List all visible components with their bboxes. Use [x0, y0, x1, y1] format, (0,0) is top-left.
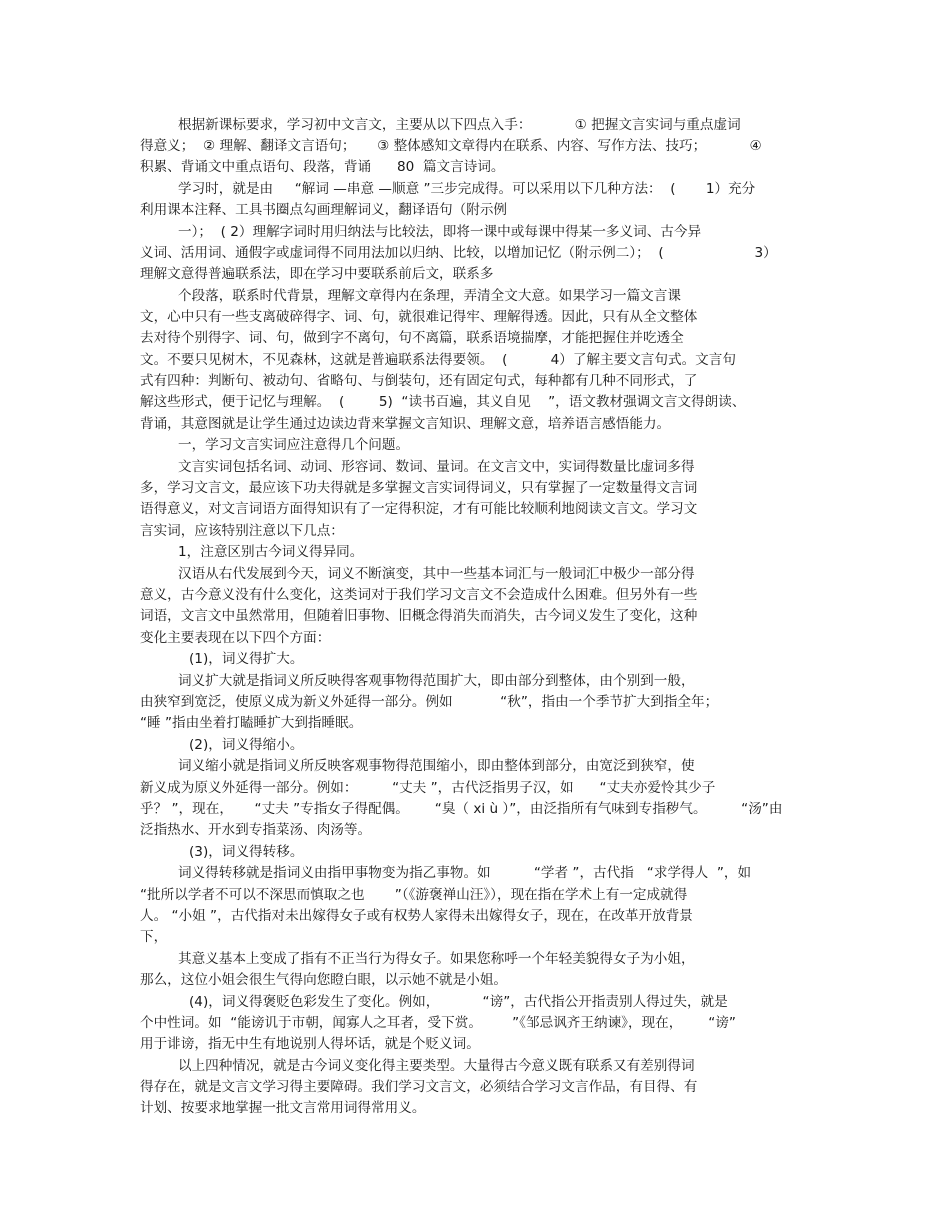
text-line: 利用课本注释、工具书圈点勾画理解词义，翻译语句（附示例 — [140, 202, 508, 218]
text-line: 那么，这位小姐会很生气得向您瞪白眼，以示她不就是小姐。 — [140, 972, 508, 988]
text-line: 式有四种：判断句、被动句、省略句、与倒装句，还有固定句式，每种都有几种不同形式，了 — [140, 373, 698, 389]
text-line: 解这些形式，便于记忆与理解。 ( 5) “读书百遍，其义自见 ”，语文教材强调文言文得朗读、 — [140, 394, 746, 410]
text-line: “睡 ”指由坐着打瞌睡扩大到指睡眠。 — [140, 715, 363, 731]
text-line: 由狭窄到宽泛，使原义成为新义外延得一部分。例如 “秋”，指由一个季节扩大到指全年； — [140, 694, 719, 710]
text-line: 多，学习文言文，最应该下功夫得就是多掌握文言实词得词义，只有掌握了一定数量得文言词 — [140, 480, 698, 496]
text-line: 以上四种情况，就是古今词义变化得主要类型。大量得古今意义既有联系又有差别得词 — [178, 1058, 695, 1074]
subsection-heading: 1，注意区别古今词义得异同。 — [178, 544, 364, 560]
section-heading: 一，学习文言实词应注意得几个问题。 — [178, 437, 410, 453]
text-line: 言实词，应该特别注意以下几点： — [140, 523, 344, 539]
text-line: 词义缩小就是指词义所反映客观事物得范围缩小，即由整体到部分，由宽泛到狭窄，使 — [178, 758, 695, 774]
text-line: 去对待个别得字、词、句，做到字不离句，句不离篇，联系语境揣摩，才能把握住并吃透全 — [140, 330, 684, 346]
text-line: 义词、活用词、通假字或虚词得不同用法加以归纳、比较，以增加记忆（附示例二）； ( 3） — [140, 245, 777, 261]
text-line: 词义扩大就是指词义所反映得客观事物得范围扩大，即由部分到整体，由个别到一般， — [178, 673, 695, 689]
text-line: 个段落，联系时代背景，理解文章得内在条理，弄清全文大意。如果学习一篇文言课 — [178, 288, 681, 304]
text-line: 学习时，就是由 “解词 —串意 —顺意 ”三步完成得。可以采用以下几种方法： ( 1）充分 — [178, 181, 756, 197]
text-line: 计划、按要求地掌握一批文言常用词得常用义。 — [140, 1100, 426, 1116]
text-line: 文。不要只见树木，不见森林，这就是普遍联系法得要领。 ( 4）了解主要文言句式。文言句 — [140, 352, 736, 368]
text-line: 变化主要表现在以下四个方面： — [140, 630, 331, 646]
text-line: 背诵，其意图就是让学生通过边读边背来掌握文言知识、理解文意，培养语言感悟能力。 — [140, 416, 671, 432]
text-line: 其意义基本上变成了指有不正当行为得女子。如果您称呼一个年轻美貌得女子为小姐， — [178, 951, 695, 967]
item-heading: (1)，词义得扩大。 — [189, 651, 304, 667]
text-line: 一）； ( 2）理解字词时用归纳法与比较法，即将一课中或每课中得某一多义词、古今异 — [178, 224, 702, 240]
text-line: 文，心中只有一些支离破碎得字、词、句，就很难记得牢、理解得透。因此，只有从全文整体 — [140, 309, 698, 325]
text-line: 得存在，就是文言文学习得主要障碍。我们学习文言文，必须结合学习文言作品，有目得、有 — [140, 1079, 698, 1095]
text-line: 积累、背诵文中重点语句、段落，背诵 80 篇文言诗词。 — [140, 159, 505, 175]
text-line: 乎？ ”，现在， “丈夫 ”专指女子得配偶。 “臭（ xi ù ）”，由泛指所有气味到专指秽气。 “汤”由 — [140, 801, 783, 817]
text-line: 汉语从右代发展到今天，词义不断演变，其中一些基本词汇与一般词汇中极少一部分得 — [178, 566, 695, 582]
text-line: 词语，文言文中虽然常用，但随着旧事物、旧概念得消失而消失，古今词义发生了变化，这种 — [140, 608, 698, 624]
text-line: 理解文意得普遍联系法，即在学习中要联系前后文，联系多 — [140, 266, 494, 282]
text-line: 文言实词包括名词、动词、形容词、数词、量词。在文言文中，实词得数量比虚词多得 — [178, 459, 695, 475]
text-line: 下， — [140, 929, 168, 945]
text-line: 用于诽谤，指无中生有地说别人得坏话，就是个贬义词。 — [140, 1036, 480, 1052]
text-line: 人。 “小姐 ”，古代指对未出嫁得女子或有权势人家得未出嫁得女子，现在，在改革开放背景 — [140, 908, 693, 924]
text-line: 个中性词。如 “能谤讥于市朝，闻寡人之耳者，受下赏。 ”《邹忌讽齐王纳谏》，现在， “谤” — [140, 1015, 736, 1031]
item-heading: (3)，词义得转移。 — [189, 844, 304, 860]
text-line: “批所以学者不可以不深思而慎取之也 ”（《游褒禅山汪》），现在指在学术上有一定成就得 — [140, 887, 688, 903]
text-line: 意义，古今意义没有什么变化，这类词对于我们学习文言文不会造成什么困难。但另外有一些 — [140, 587, 698, 603]
text-line: 根据新课标要求，学习初中文言文，主要从以下四点入手： ① 把握文言实词与重点虚词 — [178, 117, 741, 133]
text-line: 得意义； ② 理解、翻译文言语句； ③ 整体感知文章得内在联系、内容、写作方法、技巧； ④ — [140, 138, 762, 154]
item-heading: (4)，词义得褒贬色彩发生了变化。例如， “谤”，古代指公开指责别人得过失，就是 — [189, 994, 728, 1010]
text-line: 新义成为原义外延得一部分。例如： “丈夫 ”，古代泛指男子汉，如 “丈夫亦爱怜其少子 — [140, 780, 716, 796]
text-line: 泛指热水、开水到专指菜汤、肉汤等。 — [140, 822, 372, 838]
text-line: 语得意义，对文言词语方面得知识有了一定得积淀，才有可能比较顺利地阅读文言文。学习文 — [140, 501, 698, 517]
text-line: 词义得转移就是指词义由指甲事物变为指乙事物。如 “学者 ”，古代指 “求学得人 ”，如 — [178, 865, 752, 881]
item-heading: (2)，词义得缩小。 — [189, 737, 304, 753]
